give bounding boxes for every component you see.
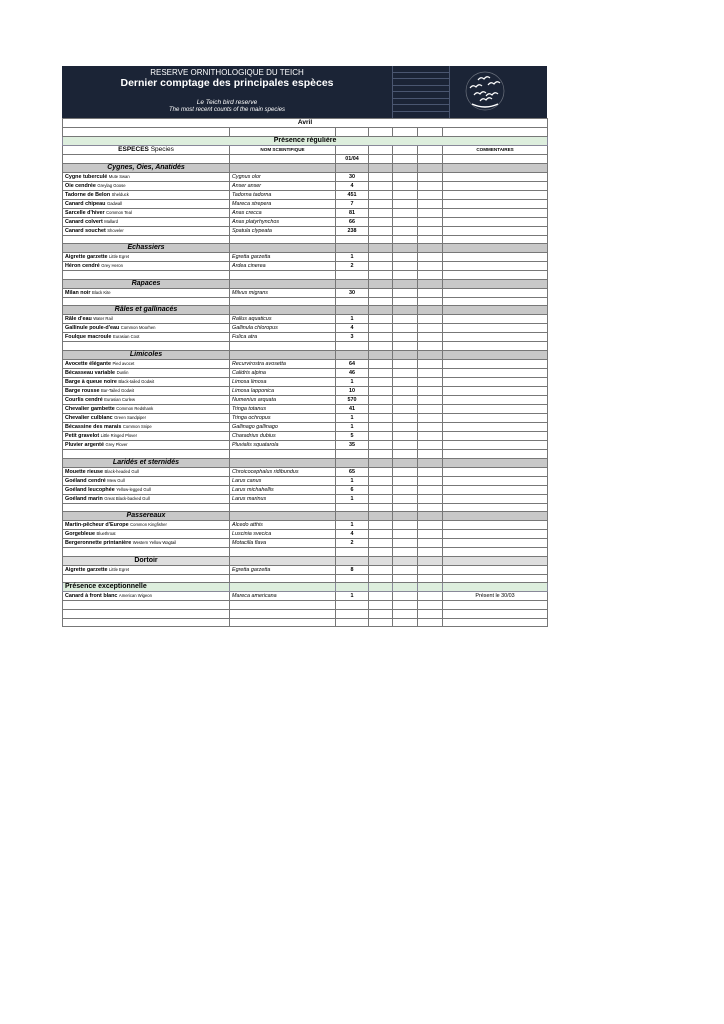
- comment-cell: [443, 494, 548, 503]
- scientific-column-header: NOM SCIENTIFIQUE: [230, 145, 336, 154]
- species-count: 451: [336, 190, 369, 199]
- report-subtitle-en: The most recent counts of the main species: [168, 107, 286, 113]
- species-name-en: Bluethroat: [96, 531, 116, 537]
- comment-cell: [443, 565, 548, 574]
- species-count: 2: [336, 539, 369, 548]
- species-row: [63, 253, 548, 262]
- report-title: Dernier comptage des principales espèces: [120, 77, 334, 89]
- section-title: Cygnes, Oies, Anatidés: [63, 163, 230, 172]
- comment-cell: [443, 226, 548, 235]
- species-count: 3: [336, 333, 369, 342]
- empty-row: [63, 609, 548, 618]
- species-row: [63, 386, 548, 395]
- species-name-fr: Râle d'eau: [65, 316, 92, 323]
- species-name-fr: Petit gravelot: [65, 432, 100, 439]
- scientific-name: Anser anser: [230, 181, 336, 190]
- comment-cell: [443, 359, 548, 368]
- comment-cell: [443, 404, 548, 413]
- comment-cell: [443, 199, 548, 208]
- scientific-name: Numenius arquata: [230, 395, 336, 404]
- scientific-name: Anas platyrhynchos: [230, 217, 336, 226]
- species-table-body: [63, 119, 548, 627]
- spacer-row: [63, 128, 548, 137]
- species-count: 30: [336, 288, 369, 297]
- species-row: [63, 539, 548, 548]
- species-name-cell: [63, 476, 230, 485]
- scientific-name: Calidris alpina: [230, 368, 336, 377]
- section-header-row: [63, 583, 548, 592]
- month-label: Avril: [63, 119, 548, 128]
- species-header-fr: ESPECES: [118, 145, 149, 153]
- regular-presence-title: Présence régulière: [63, 136, 548, 145]
- species-count: 1: [336, 494, 369, 503]
- species-name-fr: Tadorne de Belon: [65, 191, 111, 198]
- species-name-fr: Cygne tuberculé: [65, 173, 108, 180]
- scientific-name: Rallus aquaticus: [230, 315, 336, 324]
- species-name-en: Great Black-backed Gull: [104, 495, 150, 501]
- species-name-cell: [63, 494, 230, 503]
- section-header-row: [63, 458, 548, 467]
- species-name-cell: [63, 199, 230, 208]
- species-count: 570: [336, 395, 369, 404]
- species-count: 7: [336, 199, 369, 208]
- species-name-cell: [63, 190, 230, 199]
- column-header-row: [63, 145, 548, 154]
- species-name-en: Greylag Goose: [97, 182, 126, 188]
- comments-column-header: COMMENTAIRES: [443, 145, 548, 154]
- species-count: 4: [336, 181, 369, 190]
- species-count: 30: [336, 172, 369, 181]
- species-name-en: Water Rail: [93, 316, 113, 322]
- section-header-row: [63, 512, 548, 521]
- comment-cell: Présent le 30/03: [443, 592, 548, 601]
- species-count: 1: [336, 592, 369, 601]
- comment-cell: [443, 485, 548, 494]
- count-sheet: [62, 66, 547, 627]
- species-name-fr: Goéland cendré: [65, 477, 106, 484]
- comment-cell: [443, 368, 548, 377]
- species-name-fr: Sarcelle d'hiver: [65, 209, 105, 216]
- species-count: 64: [336, 359, 369, 368]
- species-name-fr: Bécassine des marais: [65, 423, 122, 430]
- spacer-row: [63, 449, 548, 458]
- species-name-en: Green Sandpiper: [114, 414, 147, 420]
- species-row: [63, 190, 548, 199]
- comment-cell: [443, 181, 548, 190]
- species-name-cell: [63, 485, 230, 494]
- scientific-name: Pluvialis squatarola: [230, 440, 336, 449]
- comment-cell: [443, 315, 548, 324]
- section-title: Echassiers: [63, 244, 230, 253]
- species-name-cell: [63, 521, 230, 530]
- comment-cell: [443, 395, 548, 404]
- species-table: [62, 118, 548, 627]
- species-count: 65: [336, 467, 369, 476]
- comment-cell: [443, 521, 548, 530]
- species-name-cell: [63, 368, 230, 377]
- species-row: [63, 565, 548, 574]
- scientific-name: Tadorna tadorna: [230, 190, 336, 199]
- scientific-name: Limosa lapponica: [230, 386, 336, 395]
- species-row: [63, 199, 548, 208]
- species-name-fr: Chevalier culblanc: [65, 414, 113, 421]
- species-name-en: American Wigeon: [118, 593, 152, 599]
- species-name-cell: [63, 208, 230, 217]
- spacer-row: [63, 574, 548, 583]
- species-row: [63, 395, 548, 404]
- species-count: 4: [336, 530, 369, 539]
- scientific-name: Mareca americana: [230, 592, 336, 601]
- comment-cell: [443, 377, 548, 386]
- species-name-en: Bar-Tailed Godwit: [100, 387, 135, 393]
- species-row: [63, 208, 548, 217]
- species-name-en: Grey Heron: [101, 263, 123, 269]
- scientific-name: Anas crecca: [230, 208, 336, 217]
- species-name-fr: Chevalier gambette: [65, 405, 115, 412]
- scientific-name: Spatula clypeata: [230, 226, 336, 235]
- species-row: [63, 431, 548, 440]
- comment-cell: [443, 262, 548, 271]
- species-count: 1: [336, 521, 369, 530]
- species-name-fr: Barge à queue noire: [65, 378, 117, 385]
- species-name-cell: [63, 253, 230, 262]
- species-count: 1: [336, 253, 369, 262]
- species-name-en: Western Yellow Wagtail: [132, 540, 177, 546]
- scientific-name: Egretta garzetta: [230, 565, 336, 574]
- exceptional-title: Présence exceptionnelle: [63, 583, 230, 592]
- species-row: [63, 324, 548, 333]
- scientific-name: Egretta garzetta: [230, 253, 336, 262]
- species-name-en: Common Teal: [106, 209, 132, 215]
- species-row: [63, 530, 548, 539]
- species-count: 10: [336, 386, 369, 395]
- species-row: [63, 226, 548, 235]
- scientific-name: Luscinia svecica: [230, 530, 336, 539]
- species-name-fr: Canard à front blanc: [65, 593, 118, 600]
- species-name-cell: [63, 386, 230, 395]
- empty-row: [63, 618, 548, 627]
- species-name-fr: Bécasseau variable: [65, 369, 116, 376]
- species-name-fr: Canard souchet: [65, 227, 106, 234]
- species-name-fr: Bergeronnette printanière: [65, 540, 132, 547]
- species-name-en: Gadwall: [106, 200, 123, 206]
- scientific-name: Tringa ochropus: [230, 413, 336, 422]
- species-name-fr: Milan noir: [65, 289, 91, 296]
- scientific-name: Alcedo atthis: [230, 521, 336, 530]
- comment-cell: [443, 530, 548, 539]
- species-count: 4: [336, 324, 369, 333]
- scientific-name: Gallinula chloropus: [230, 324, 336, 333]
- species-name-cell: [63, 422, 230, 431]
- species-name-cell: [63, 217, 230, 226]
- spacer-row: [63, 297, 548, 306]
- scientific-name: Ardea cinerea: [230, 262, 336, 271]
- scientific-name: Charadrius dubius: [230, 431, 336, 440]
- empty-row: [63, 601, 548, 610]
- bird-flock-logo-icon: [464, 70, 506, 112]
- spacer-row: [63, 548, 548, 557]
- scientific-name: Gallinago gallinago: [230, 422, 336, 431]
- species-name-en: Black Kite: [91, 289, 111, 295]
- species-name-cell: [63, 539, 230, 548]
- reserve-name-en: Le Teich bird reserve: [196, 99, 258, 106]
- spacer-row: [63, 503, 548, 512]
- section-title: Râles et gallinacés: [63, 306, 230, 315]
- comment-cell: [443, 476, 548, 485]
- header-grid-lines: [392, 66, 450, 118]
- comment-cell: [443, 208, 548, 217]
- comment-cell: [443, 386, 548, 395]
- section-header-row: [63, 163, 548, 172]
- scientific-name: Larus marinus: [230, 494, 336, 503]
- scientific-name: Motacilla flava: [230, 539, 336, 548]
- species-name-en: Eurasian Curlew: [104, 396, 135, 402]
- species-name-en: Dunlin: [116, 369, 129, 375]
- species-name-cell: [63, 565, 230, 574]
- species-name-en: Yellow-legged Gull: [116, 486, 151, 492]
- species-name-fr: Aigrette garzette: [65, 566, 108, 573]
- species-name-fr: Canard colvert: [65, 218, 103, 225]
- species-name-fr: Héron cendré: [65, 263, 100, 270]
- comment-cell: [443, 217, 548, 226]
- species-name-en: Pied avocet: [112, 360, 135, 366]
- species-count: 66: [336, 217, 369, 226]
- section-header-row: [63, 350, 548, 359]
- date-row: [63, 154, 548, 163]
- species-name-en: Little Egret: [109, 566, 130, 572]
- species-name-en: Shoveler: [107, 227, 124, 233]
- species-name-fr: Gorgebleue: [65, 531, 95, 538]
- species-row: [63, 467, 548, 476]
- species-name-cell: [63, 413, 230, 422]
- scientific-name: Cygnus olor: [230, 172, 336, 181]
- comment-cell: [443, 172, 548, 181]
- species-name-cell: [63, 404, 230, 413]
- species-name-en: Eurasian Coot: [112, 334, 140, 340]
- scientific-name: Larus canus: [230, 476, 336, 485]
- comment-cell: [443, 333, 548, 342]
- species-row: [63, 172, 548, 181]
- spacer-row: [63, 271, 548, 280]
- species-row: [63, 422, 548, 431]
- species-name-en: Common Snipe: [122, 423, 152, 429]
- species-count: 1: [336, 422, 369, 431]
- comment-cell: [443, 422, 548, 431]
- species-row: [63, 315, 548, 324]
- species-name-cell: [63, 592, 230, 601]
- comment-cell: [443, 253, 548, 262]
- scientific-name: Larus michahellis: [230, 485, 336, 494]
- section-header-row: [63, 306, 548, 315]
- species-name-cell: [63, 530, 230, 539]
- species-count: 81: [336, 208, 369, 217]
- comment-cell: [443, 324, 548, 333]
- species-name-cell: [63, 324, 230, 333]
- comment-cell: [443, 288, 548, 297]
- species-row: [63, 217, 548, 226]
- species-name-en: Mute Swan: [108, 173, 130, 179]
- section-header-row: [63, 279, 548, 288]
- species-count: 2: [336, 262, 369, 271]
- species-name-cell: [63, 467, 230, 476]
- species-row: [63, 359, 548, 368]
- month-row: [63, 119, 548, 128]
- species-name-en: Mallard: [104, 218, 118, 224]
- species-count: 5: [336, 431, 369, 440]
- species-name-fr: Gallinule poule-d'eau: [65, 325, 120, 332]
- species-count: 41: [336, 404, 369, 413]
- species-name-fr: Barge rousse: [65, 387, 100, 394]
- species-row: [63, 413, 548, 422]
- comment-cell: [443, 539, 548, 548]
- species-row: [63, 485, 548, 494]
- species-name-cell: [63, 172, 230, 181]
- species-name-en: Mew Gull: [107, 477, 125, 483]
- species-name-fr: Oie cendrée: [65, 182, 96, 189]
- species-name-fr: Goéland leucophée: [65, 486, 115, 493]
- species-name-fr: Mouette rieuse: [65, 468, 104, 475]
- species-name-en: Shelduck: [111, 191, 129, 197]
- species-name-en: Little Ringed Plover: [100, 432, 137, 438]
- species-name-fr: Aigrette garzette: [65, 254, 108, 261]
- count-date: 01/04: [336, 154, 369, 163]
- species-row: [63, 377, 548, 386]
- species-name-cell: [63, 440, 230, 449]
- section-header-row: [63, 244, 548, 253]
- section-title: Laridés et sternidés: [63, 458, 230, 467]
- species-name-en: Black-tailed Godwit: [118, 378, 155, 384]
- species-name-cell: [63, 333, 230, 342]
- species-row: [63, 262, 548, 271]
- species-count: 35: [336, 440, 369, 449]
- species-header-en: Species: [150, 145, 174, 153]
- scientific-name: Tringa totanus: [230, 404, 336, 413]
- comment-cell: [443, 413, 548, 422]
- scientific-name: Mareca strepera: [230, 199, 336, 208]
- comment-cell: [443, 431, 548, 440]
- species-row: [63, 440, 548, 449]
- species-name-cell: [63, 181, 230, 190]
- species-name-cell: [63, 377, 230, 386]
- species-row: [63, 181, 548, 190]
- species-name-en: Common Kingfisher: [130, 522, 167, 528]
- species-count: 6: [336, 485, 369, 494]
- species-count: 46: [336, 368, 369, 377]
- species-name-cell: [63, 315, 230, 324]
- section-header-row: [63, 556, 548, 565]
- comment-cell: [443, 190, 548, 199]
- species-name-en: Grey Plover: [105, 441, 128, 447]
- species-row: [63, 333, 548, 342]
- species-name-fr: Canard chipeau: [65, 200, 106, 207]
- species-name-cell: [63, 395, 230, 404]
- species-name-en: Common Moorhen: [120, 325, 156, 331]
- species-row: [63, 592, 548, 601]
- species-column-header: [63, 145, 230, 154]
- species-count: 1: [336, 315, 369, 324]
- species-name-cell: [63, 431, 230, 440]
- species-count: 1: [336, 377, 369, 386]
- species-row: [63, 494, 548, 503]
- species-count: 1: [336, 476, 369, 485]
- species-row: [63, 476, 548, 485]
- species-count: 8: [336, 565, 369, 574]
- scientific-name: Fulica atra: [230, 333, 336, 342]
- species-name-fr: Courlis cendré: [65, 396, 103, 403]
- species-row: [63, 288, 548, 297]
- species-count: 1: [336, 413, 369, 422]
- comment-cell: [443, 440, 548, 449]
- species-row: [63, 404, 548, 413]
- species-row: [63, 368, 548, 377]
- comment-cell: [443, 467, 548, 476]
- species-name-fr: Pluvier argenté: [65, 441, 104, 448]
- species-name-fr: Goéland marin: [65, 495, 103, 502]
- species-name-fr: Foulque macroule: [65, 334, 112, 341]
- regular-presence-row: [63, 136, 548, 145]
- section-title: Passereaux: [63, 512, 230, 521]
- species-name-fr: Martin-pêcheur d'Europe: [65, 522, 129, 529]
- species-name-fr: Avocette élégante: [65, 360, 111, 367]
- species-name-cell: [63, 359, 230, 368]
- scientific-name: Limosa limosa: [230, 377, 336, 386]
- section-title: Limicoles: [63, 350, 230, 359]
- species-row: [63, 521, 548, 530]
- species-name-en: Common Redshank: [116, 405, 154, 411]
- species-name-cell: [63, 226, 230, 235]
- species-name-cell: [63, 262, 230, 271]
- report-header: [62, 66, 547, 118]
- species-name-cell: [63, 288, 230, 297]
- spacer-row: [63, 235, 548, 244]
- scientific-name: Milvus migrans: [230, 288, 336, 297]
- species-name-en: Black-headed Gull: [104, 468, 139, 474]
- scientific-name: Chroicocephalus ridibundus: [230, 467, 336, 476]
- reserve-name: RESERVE ORNITHOLOGIQUE DU TEICH: [150, 68, 304, 77]
- spacer-row: [63, 342, 548, 351]
- section-title: Rapaces: [63, 279, 230, 288]
- species-name-en: Little Egret: [109, 254, 130, 260]
- scientific-name: Recurvirostra avosetta: [230, 359, 336, 368]
- dortoir-title: Dortoir: [63, 556, 230, 565]
- species-count: 238: [336, 226, 369, 235]
